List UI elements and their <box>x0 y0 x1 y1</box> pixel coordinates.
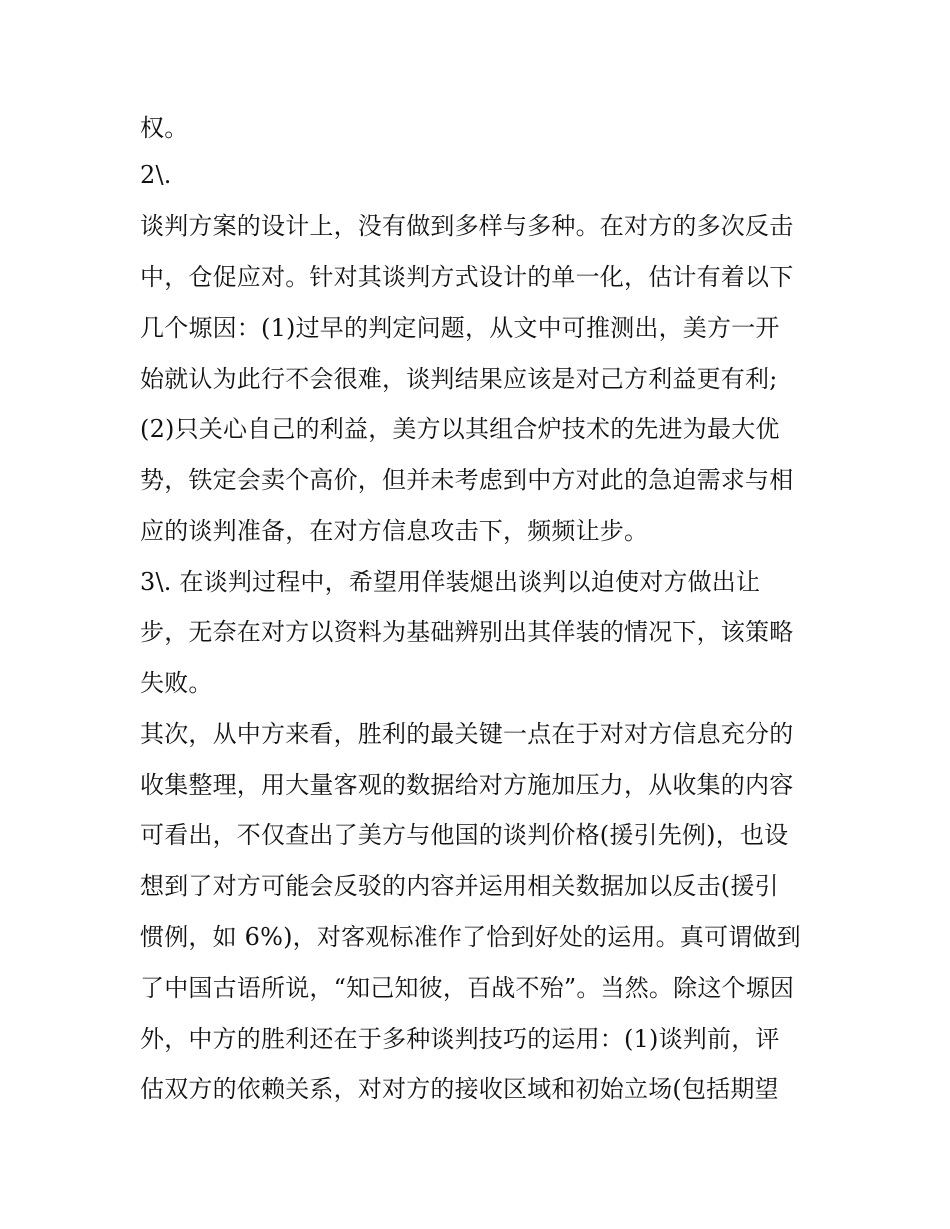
text-line: 外，中方的胜利还在于多种谈判技巧的运用：(1)谈判前，评 <box>140 1025 780 1053</box>
text-line: 几个塬因：(1)过早的判定问题，从文中可推测出，美方一开 <box>140 314 780 342</box>
text-line: 势，铁定会卖个高价，但并未考虑到中方对此的急迫需求与相 <box>140 466 794 494</box>
text-line: 权。 <box>140 114 189 142</box>
text-line: 收集整理，用大量客观的数据给对方施加压力，从收集的内容 <box>140 771 794 799</box>
text-line: 始就认为此行不会很难，谈判结果应该是对己方利益更有利; <box>140 365 778 393</box>
text-line: 谈判方案的设计上，没有做到多样与多种。在对方的多次反击 <box>140 212 794 240</box>
text-line: 其次，从中方来看，胜利的最关键一点在于对对方信息充分的 <box>140 720 794 748</box>
text-line: 估双方的依赖关系，对对方的接收区域和初始立场(包括期望 <box>140 1075 779 1103</box>
text-line: 2\. <box>140 161 172 189</box>
text-line: 可看出，不仅查出了美方与他国的谈判价格(援引先例)，也设 <box>140 821 789 849</box>
text-line: 步，无奈在对方以资料为基础辨别出其佯装的情况下，该策略 <box>140 618 794 646</box>
text-line: 失败。 <box>140 669 213 697</box>
text-line: (2)只关心自己的利益，美方以其组合炉技术的先进为最大优 <box>140 415 780 443</box>
text-line: 惯例，如 6%)，对客观标准作了恰到好处的运用。真可谓做到 <box>140 923 801 951</box>
text-line: 想到了对方可能会反驳的内容并运用相关数据加以反击(援引 <box>140 872 779 900</box>
text-line: 了中国古语所说，“知己知彼，百战不殆”。当然。除这个塬因 <box>140 974 795 1002</box>
text-line: 应的谈判准备，在对方信息攻击下，频频让步。 <box>140 517 649 545</box>
text-line: 中，仓促应对。针对其谈判方式设计的单一化，估计有着以下 <box>140 263 794 291</box>
text-line: 3\. 在谈判过程中，希望用佯装煺出谈判以迫使对方做出让 <box>140 568 761 596</box>
